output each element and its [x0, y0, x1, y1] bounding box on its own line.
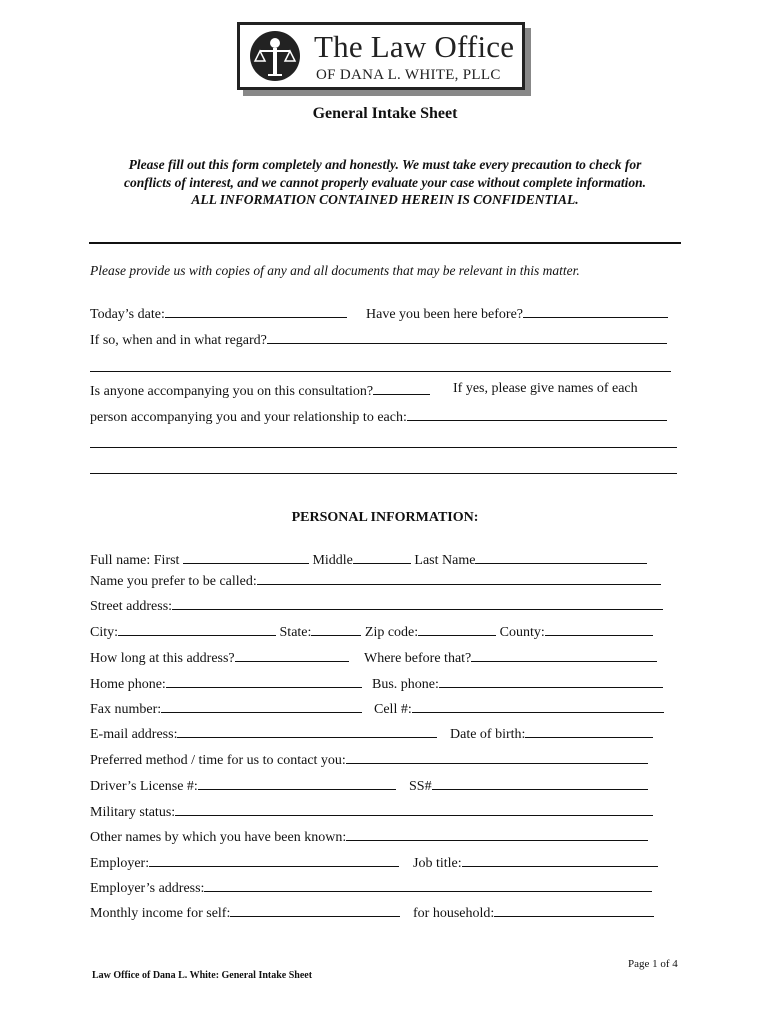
job-title-field[interactable]: [462, 853, 658, 867]
income-self-label: Monthly income for self:: [90, 906, 231, 921]
income-household-field[interactable]: [494, 903, 654, 917]
preferred-name-label: Name you prefer to be called:: [90, 574, 257, 589]
page-number: Page 1 of 4: [628, 958, 678, 970]
employer-field[interactable]: [149, 853, 399, 867]
when-regard-row: [90, 330, 667, 349]
city-field[interactable]: [118, 622, 276, 636]
fax-row: [90, 699, 362, 718]
logo-subtitle: OF DANA L. WHITE, PLLC: [316, 67, 501, 83]
dob-row: [450, 724, 653, 743]
if-yes-names-label: If yes, please give names of each: [453, 381, 638, 396]
income-self-row: [90, 903, 400, 922]
relationship-continuation-field-2[interactable]: [90, 473, 677, 474]
income-self-field[interactable]: [230, 903, 400, 917]
employer-address-row: [90, 878, 652, 897]
employer-address-field[interactable]: [204, 878, 652, 892]
ssn-field[interactable]: [432, 776, 648, 790]
fax-label: Fax number:: [90, 702, 162, 717]
state-field[interactable]: [311, 622, 361, 636]
city-row: [90, 622, 653, 641]
bus-phone-row: [372, 674, 663, 693]
been-here-row: [366, 304, 668, 323]
cell-field[interactable]: [412, 699, 664, 713]
county-label: County:: [499, 625, 545, 640]
full-name-row: [90, 550, 647, 569]
street-row: [90, 596, 663, 615]
been-here-field[interactable]: [523, 304, 668, 318]
how-long-row: [90, 648, 349, 667]
home-phone-field[interactable]: [166, 674, 362, 688]
street-field[interactable]: [172, 596, 663, 610]
bus-phone-label: Bus. phone:: [372, 677, 439, 692]
employer-row: [90, 853, 399, 872]
last-name-label: Last Name: [414, 553, 476, 568]
drivers-license-field[interactable]: [198, 776, 396, 790]
logo-title: The Law Office: [314, 29, 515, 64]
where-before-field[interactable]: [471, 648, 657, 662]
relationship-field[interactable]: [407, 407, 667, 421]
street-label: Street address:: [90, 599, 173, 614]
email-label: E-mail address:: [90, 727, 178, 742]
contact-method-field[interactable]: [346, 750, 648, 764]
where-before-label: Where before that?: [364, 651, 472, 666]
employer-label: Employer:: [90, 856, 150, 871]
relationship-label: person accompanying you and your relationship to each:: [90, 410, 407, 425]
military-label: Military status:: [90, 805, 176, 820]
page-footer: Law Office of Dana L. White: General Intake Sheet: [92, 970, 313, 981]
drivers-license-label: Driver’s License #:: [90, 779, 198, 794]
section-heading: PERSONAL INFORMATION:: [291, 510, 479, 525]
ssn-row: [409, 776, 648, 795]
zip-label: Zip code:: [364, 625, 419, 640]
cell-row: [374, 699, 664, 718]
other-names-field[interactable]: [346, 827, 648, 841]
accompanying-row: [90, 381, 430, 400]
job-title-row: [413, 853, 658, 872]
other-names-label: Other names by which you have been known:: [90, 830, 347, 845]
been-here-label: Have you been here before?: [366, 307, 524, 322]
other-names-row: [90, 827, 648, 846]
middle-name-label: Middle: [312, 553, 353, 568]
divider: [89, 242, 681, 244]
military-row: [90, 802, 653, 821]
home-phone-row: [90, 674, 362, 693]
fax-field[interactable]: [161, 699, 362, 713]
relationship-continuation-field-1[interactable]: [90, 447, 677, 448]
cell-label: Cell #:: [374, 702, 412, 717]
job-title-label: Job title:: [413, 856, 462, 871]
preferred-name-field[interactable]: [257, 571, 661, 585]
email-field[interactable]: [177, 724, 437, 738]
todays-date-row: [90, 304, 347, 323]
state-label: State:: [279, 625, 312, 640]
email-row: [90, 724, 437, 743]
contact-method-label: Preferred method / time for us to contact you:: [90, 753, 346, 768]
law-office-logo: [237, 22, 525, 90]
how-long-field[interactable]: [235, 648, 349, 662]
how-long-label: How long at this address?: [90, 651, 235, 666]
dob-label: Date of birth:: [450, 727, 526, 742]
last-name-field[interactable]: [475, 550, 647, 564]
military-field[interactable]: [175, 802, 653, 816]
todays-date-label: Today’s date:: [90, 307, 165, 322]
accompanying-field[interactable]: [373, 381, 430, 395]
page-title: General Intake Sheet: [312, 105, 458, 122]
income-household-row: [413, 903, 654, 922]
preferred-name-row: [90, 571, 661, 590]
justice-scales-icon: [248, 29, 302, 83]
bus-phone-field[interactable]: [439, 674, 663, 688]
intro-line-2: conflicts of interest, and we cannot properly evaluate your case without complete information.: [124, 175, 646, 190]
relationship-row: [90, 407, 667, 426]
accompanying-label: Is anyone accompanying you on this consultation?: [90, 384, 374, 399]
ssn-label: SS#: [409, 779, 432, 794]
employer-address-label: Employer’s address:: [90, 881, 205, 896]
home-phone-label: Home phone:: [90, 677, 166, 692]
county-field[interactable]: [545, 622, 653, 636]
first-name-field[interactable]: [183, 550, 309, 564]
todays-date-field[interactable]: [165, 304, 347, 318]
zip-field[interactable]: [418, 622, 496, 636]
when-regard-field[interactable]: [267, 330, 667, 344]
middle-name-field[interactable]: [353, 550, 411, 564]
intro-line-1: Please fill out this form completely and honestly. We must take every precaution to check for: [128, 157, 642, 172]
first-name-label: Full name: First: [90, 553, 180, 568]
contact-method-row: [90, 750, 648, 769]
income-household-label: for household:: [413, 906, 495, 921]
when-regard-label: If so, when and in what regard?: [90, 333, 267, 348]
city-label: City:: [90, 625, 119, 640]
when-regard-continuation-field[interactable]: [90, 371, 671, 372]
documents-note: Please provide us with copies of any and all documents that may be relevant in this matter.: [90, 263, 580, 278]
drivers-license-row: [90, 776, 396, 795]
intro-line-3: ALL INFORMATION CONTAINED HEREIN IS CONFIDENTIAL.: [191, 192, 579, 207]
where-before-row: [364, 648, 657, 667]
dob-field[interactable]: [525, 724, 653, 738]
